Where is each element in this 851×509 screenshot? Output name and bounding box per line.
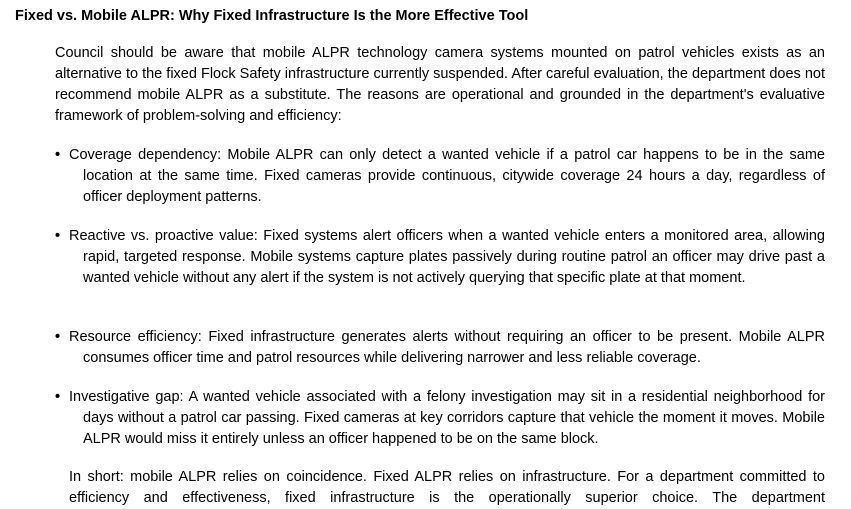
closing-paragraph: In short: mobile ALPR relies on coincidence. Fixed ALPR relies on infrastructure. For a department committed to efficiency and effectiveness, fixed infrastructure is the operationally superior choice. The department: [69, 469, 825, 506]
bullet-text: Reactive vs. proactive value: Fixed systems alert officers when a wanted vehicle enters a monitored area, allowing rapid, targeted response. Mobile systems capture plates passively during routine patrol an officer may drive past a wanted vehicle without any alert if the system is not actively querying that specific plate at that moment.: [69, 228, 825, 286]
intro-paragraph: Council should be aware that mobile ALPR technology camera systems mounted on patrol vehicles exists as an alternative to the fixed Flock Safety infrastructure currently suspended. After careful evaluation, the department does not recommend mobile ALPR as a substitute. The reasons are operational and grounded in the department's evaluative framework of problem-solving and efficiency:: [55, 45, 825, 124]
bullet-text: Investigative gap: A wanted vehicle associated with a felony investigation may sit in a residential neighborhood for days without a patrol car passing. Fixed cameras at key corridors capture that vehicle the moment it moves. Mobile ALPR would miss it entirely unless an officer happened to be on the same block.: [69, 389, 825, 447]
bullet-item-investigative: [55, 387, 825, 450]
bullet-text: Resource efficiency: Fixed infrastructure generates alerts without requiring an officer to be present. Mobile ALPR consumes officer time and patrol resources while delivering narrower and less reliable coverage.: [69, 329, 825, 366]
bullet-item-resource: [55, 327, 825, 369]
bullet-marker: •: [55, 228, 61, 244]
bullet-item-coverage: [55, 145, 825, 208]
bullet-marker: •: [55, 389, 61, 405]
bullet-item-reactive: [55, 226, 825, 289]
bullet-marker: •: [55, 147, 61, 163]
bullet-marker: •: [55, 329, 61, 345]
section-heading: Fixed vs. Mobile ALPR: Why Fixed Infrastructure Is the More Effective Tool: [15, 8, 529, 24]
bullet-text: Coverage dependency: Mobile ALPR can only detect a wanted vehicle if a patrol car happens to be in the same location at the same time. Fixed cameras provide continuous, citywide coverage 24 hours a day, regardless of officer deployment patterns.: [69, 147, 825, 205]
